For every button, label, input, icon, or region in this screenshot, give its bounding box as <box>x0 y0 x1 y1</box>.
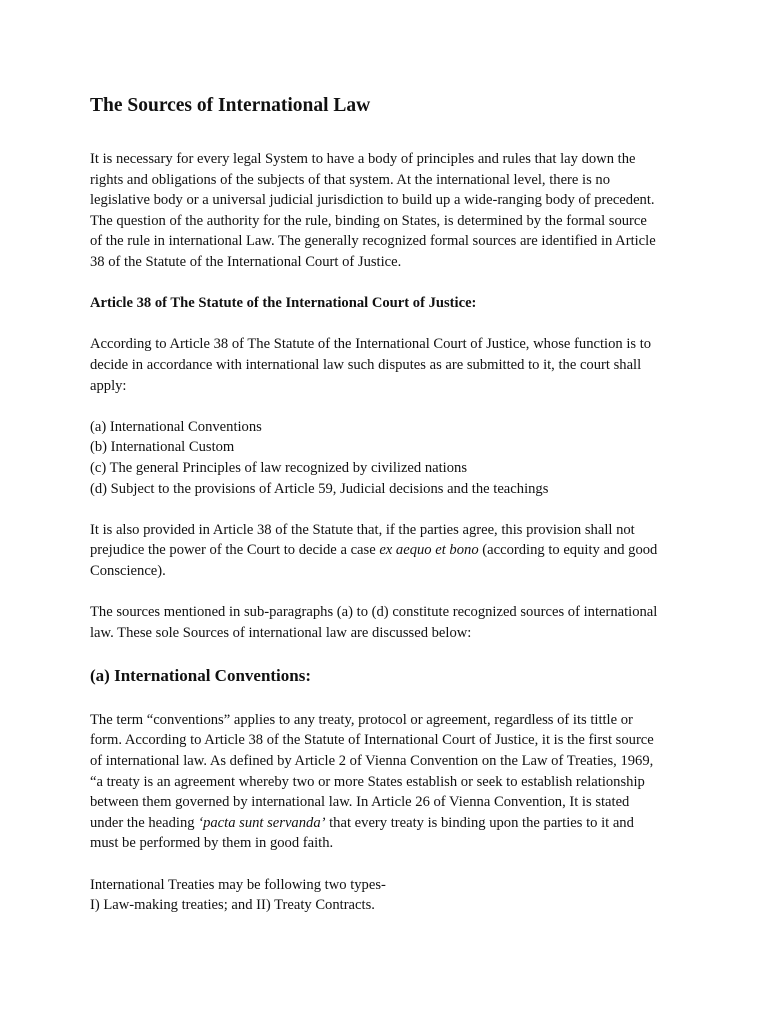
article-38-heading: Article 38 of The Statute of the International Court of Justice: <box>90 295 477 312</box>
intro-line: rights and obligations of the subjects of that system. At the international level, there is no <box>90 171 611 188</box>
document-content <box>90 94 690 936</box>
conventions-line: “a treaty is an agreement whereby two or more States establish or seek to establish relationship <box>90 773 645 790</box>
conventions-line: must be performed by them in good faith. <box>90 835 334 852</box>
subparagraph-line: The sources mentioned in sub-paragraphs (a) to (d) constitute recognized sources of international <box>90 604 658 621</box>
ex-aequo-line <box>90 540 690 561</box>
article-line: apply: <box>90 377 127 394</box>
ex-aequo-paragraph <box>90 520 690 582</box>
conventions-line: of international law. As defined by Article 2 of Vienna Convention on the Law of Treaties, 1969, <box>90 753 654 770</box>
subparagraph-line: law. These sole Sources of international law are discussed below: <box>90 624 472 641</box>
text-span: (according to equity and good <box>478 542 658 559</box>
sources-list <box>90 417 690 499</box>
treaty-types-line: I) Law-making treaties; and II) Treaty Contracts. <box>90 897 375 914</box>
intro-paragraph <box>90 149 690 273</box>
article-line: According to Article 38 of The Statute of the International Court of Justice, whose function is to <box>90 336 652 353</box>
list-item: (a) International Conventions <box>90 418 262 435</box>
conventions-line: The term “conventions” applies to any treaty, protocol or agreement, regardless of its tittle or <box>90 711 633 728</box>
list-item: (b) International Custom <box>90 439 235 456</box>
conventions-line: form. According to Article 38 of the Statute of International Court of Justice, it is the first source <box>90 732 654 749</box>
text-span: prejudice the power of the Court to decide a case <box>90 542 380 559</box>
ex-aequo-line: Conscience). <box>90 562 166 579</box>
subparagraph-paragraph <box>90 602 690 643</box>
treaty-types-paragraph <box>90 875 690 916</box>
text-span: under the heading <box>90 814 199 831</box>
intro-line: The question of the authority for the rule, binding on States, is determined by the formal source <box>90 212 647 229</box>
conventions-line <box>90 813 690 834</box>
document-title: The Sources of International Law <box>90 95 371 116</box>
article-line: decide in accordance with international law such disputes as are submitted to it, the court shall <box>90 356 642 373</box>
conventions-line: between them governed by international law. In Article 26 of Vienna Convention, It is stated <box>90 794 630 811</box>
treaty-types-line: International Treaties may be following two types- <box>90 876 386 893</box>
conventions-paragraph <box>90 710 690 854</box>
ex-aequo-line: It is also provided in Article 38 of the Statute that, if the parties agree, this provision shall not <box>90 521 635 538</box>
section-a-heading: (a) International Conventions: <box>90 665 312 685</box>
latin-phrase: ‘pacta sunt servanda’ <box>198 814 326 831</box>
intro-line: legislative body or a universal judicial jurisdiction to build up a wide-ranging body of precedent. <box>90 192 655 209</box>
latin-phrase: ex aequo et bono <box>379 542 479 559</box>
list-item: (c) The general Principles of law recognized by civilized nations <box>90 459 468 476</box>
text-span: that every treaty is binding upon the parties to it and <box>325 814 634 831</box>
intro-line: 38 of the Statute of the International Court of Justice. <box>90 253 402 270</box>
list-item: (d) Subject to the provisions of Article 59, Judicial decisions and the teachings <box>90 480 549 497</box>
article-38-paragraph <box>90 334 690 396</box>
intro-line: of the rule in international Law. The generally recognized formal sources are identified in Article <box>90 233 656 250</box>
intro-line: It is necessary for every legal System to have a body of principles and rules that lay down the <box>90 151 636 167</box>
